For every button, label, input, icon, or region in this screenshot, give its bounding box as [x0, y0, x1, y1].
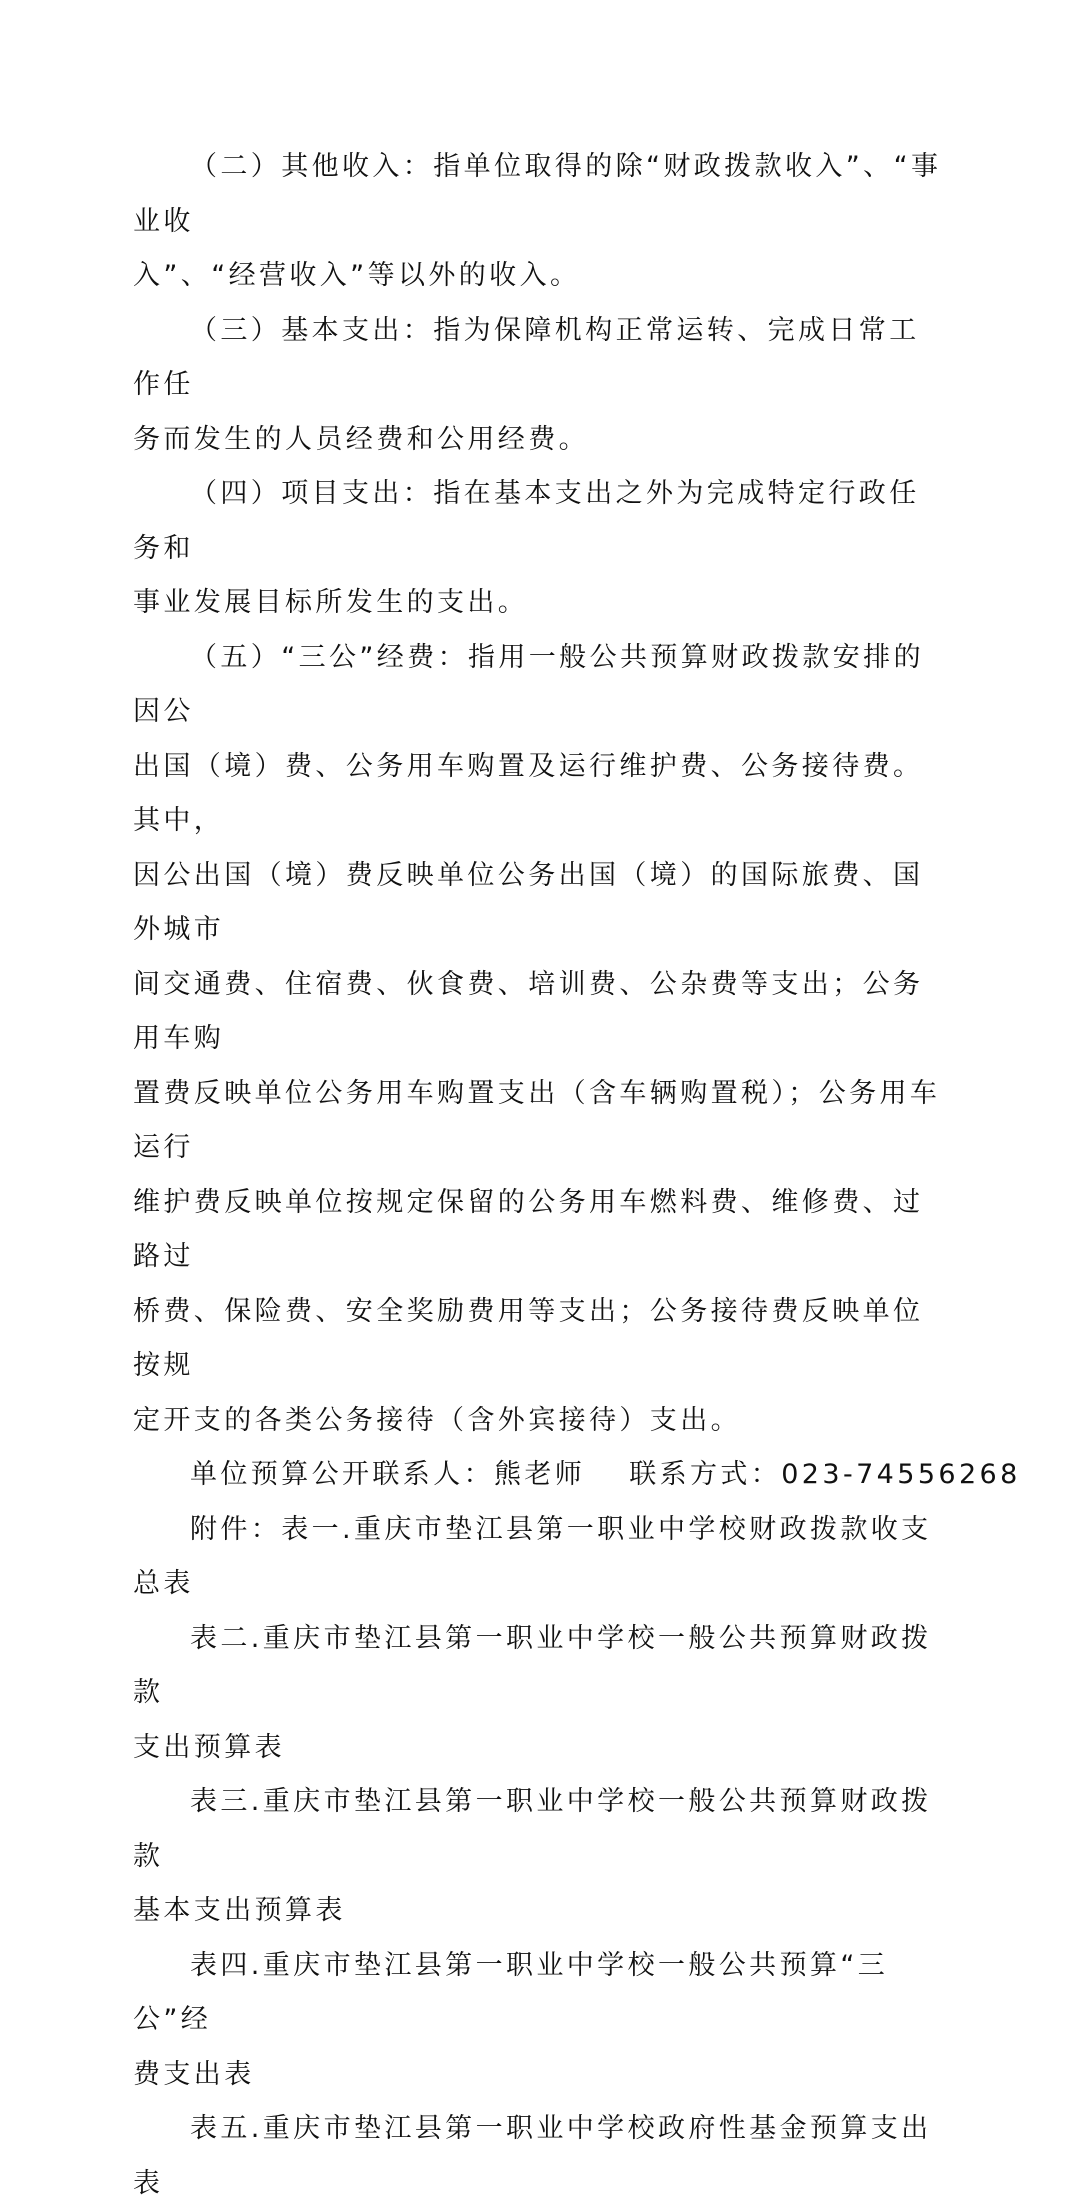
text-line: 表四.重庆市垫江县第一职业中学校一般公共预算“三公”经: [133, 1949, 889, 2035]
text-line: 入”、“经营收入”等以外的收入。: [133, 260, 581, 291]
attachment-table-5: [133, 2102, 945, 2211]
text-line: 间交通费、住宿费、伙食费、培训费、公杂费等支出；公务用车购: [133, 968, 924, 1054]
text-line: 事业发展目标所发生的支出。: [133, 587, 529, 618]
attachment-table-3: [133, 1775, 945, 1939]
text-line: 费支出表: [133, 2058, 255, 2090]
text-line: （四）项目支出：指在基本支出之外为完成特定行政任务和: [133, 478, 920, 564]
text-line: 置费反映单位公务用车购置支出（含车辆购置税）；公务用车运行: [133, 1077, 941, 1163]
text-line: 表二.重庆市垫江县第一职业中学校一般公共预算财政拨款: [133, 1622, 932, 1708]
paragraph-basic-expenditure: [133, 304, 945, 468]
text-line: 务而发生的人员经费和公用经费。: [133, 423, 589, 455]
text-line: 桥费、保险费、安全奖励费用等支出；公务接待费反映单位按规: [133, 1295, 924, 1381]
contact-person: 单位预算公开联系人：熊老师: [190, 1459, 586, 1490]
text-line: （三）基本支出：指为保障机构正常运转、完成日常工作任: [133, 314, 920, 400]
text-line: 维护费反映单位按规定保留的公务用车燃料费、维修费、过路过: [133, 1186, 924, 1272]
text-line: （二）其他收入：指单位取得的除“财政拨款收入”、“事业收: [133, 151, 942, 237]
paragraph-project-expenditure: [133, 467, 945, 631]
text-line: 出国（境）费、公务用车购置及运行维护费、公务接待费。其中，: [133, 750, 924, 836]
text-line: 支出预算表: [133, 1731, 285, 1763]
text-line: 因公出国（境）费反映单位公务出国（境）的国际旅费、国外城市: [133, 859, 924, 945]
text-line: 表三.重庆市垫江县第一职业中学校一般公共预算财政拨款: [133, 1786, 932, 1872]
contact-phone: 联系方式：023-74556268: [629, 1459, 1021, 1490]
paragraph-other-income: [133, 140, 945, 304]
attachment-table-2: [133, 1612, 945, 1776]
text-line: 表五.重庆市垫江县第一职业中学校政府性基金预算支出表: [133, 2113, 932, 2199]
contact-line: [133, 1448, 1021, 1503]
text-line: （五）“三公”经费：指用一般公共预算财政拨款安排的因公: [133, 641, 924, 727]
text-line: 基本支出预算表: [133, 1895, 346, 1926]
attachment-table-4: [133, 1939, 945, 2103]
attachment-table-1: [133, 1503, 945, 1612]
paragraph-three-public-funds: [133, 631, 945, 1449]
document-body: [133, 140, 1021, 2211]
text-line: 附件：表一.重庆市垫江县第一职业中学校财政拨款收支总表: [133, 1513, 932, 1599]
text-line: 定开支的各类公务接待（含外宾接待）支出。: [133, 1404, 741, 1436]
